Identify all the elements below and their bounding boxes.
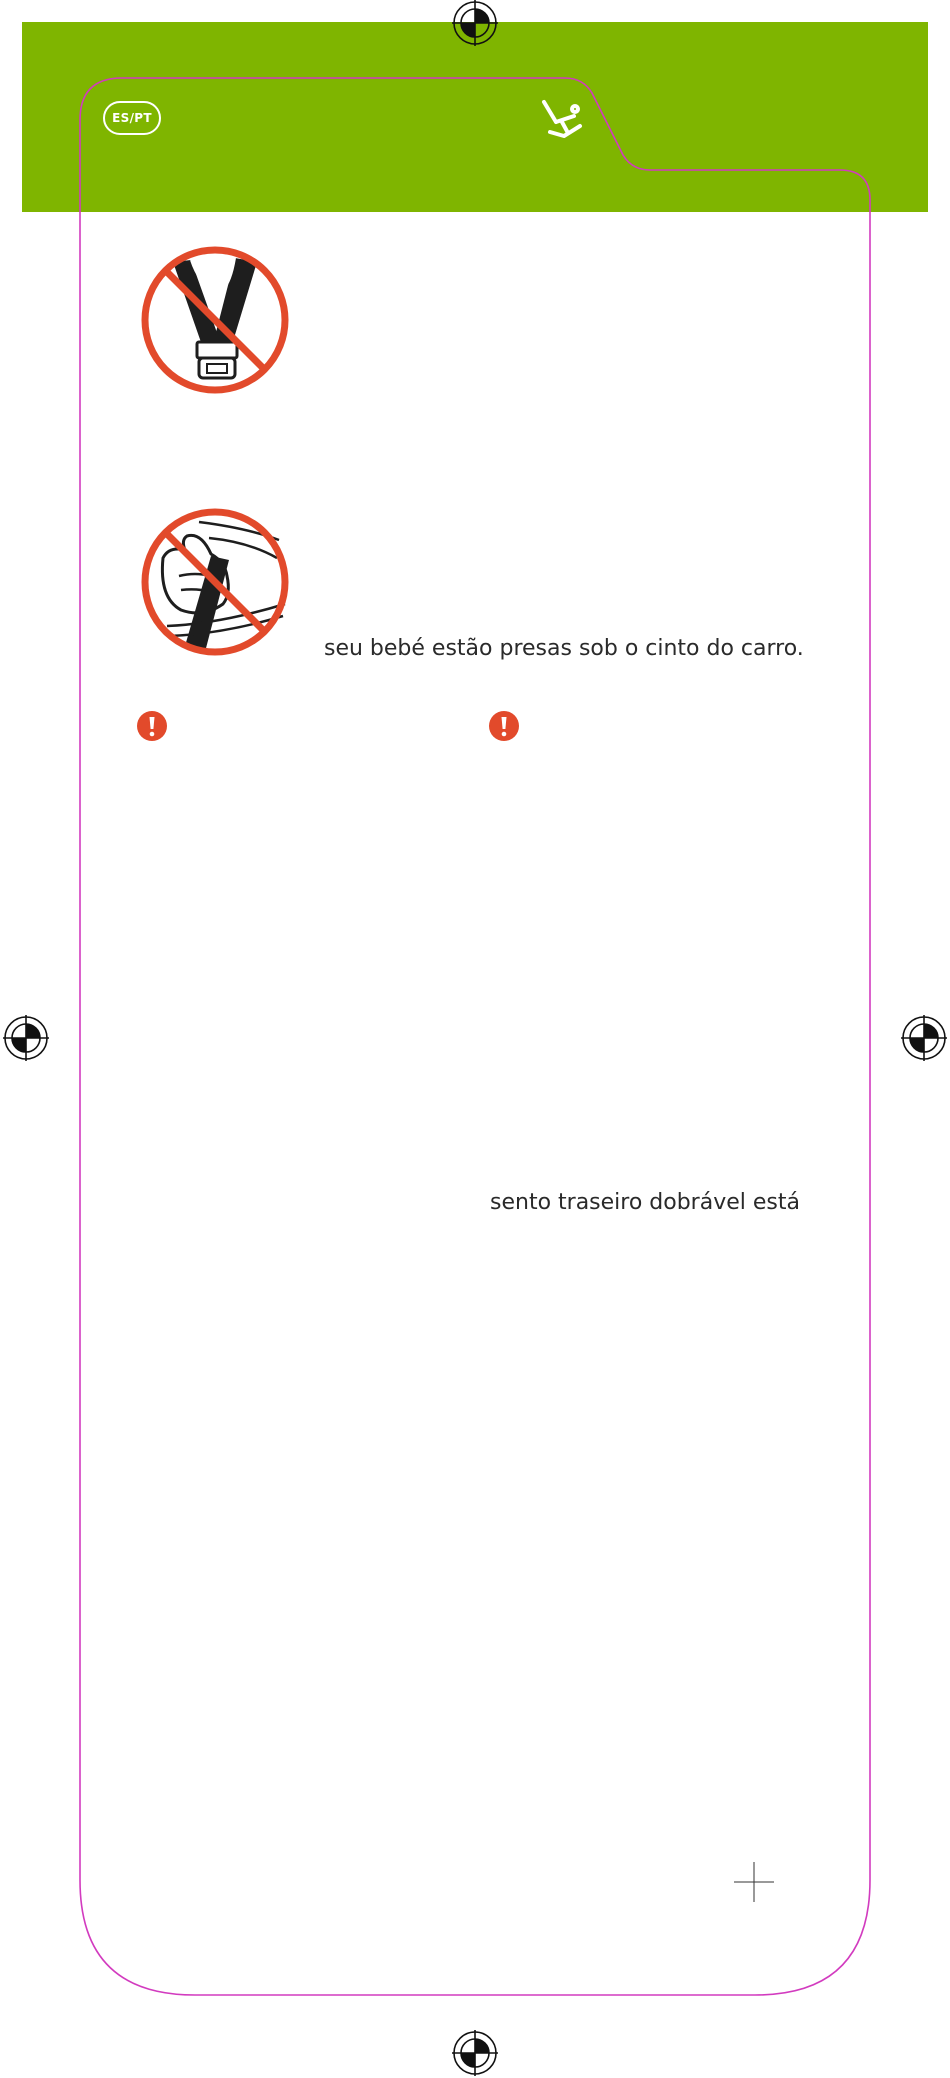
registration-mark-icon: [450, 2028, 500, 2078]
folding-seat-text: sento traseiro dobrável está: [490, 1190, 800, 1215]
registration-mark-icon: [899, 1013, 949, 1063]
language-badge: ES/PT: [103, 101, 161, 135]
exclamation-warning-icon: [136, 710, 168, 742]
registration-mark-icon: [1, 1013, 51, 1063]
registration-mark-icon: [450, 0, 500, 48]
car-seat-icon: [540, 96, 584, 144]
prohibited-belt-twist-icon: [139, 244, 291, 396]
crop-mark-icon: [734, 1862, 774, 1902]
prohibited-hand-under-belt-icon: [139, 506, 291, 658]
harness-clips-text: seu bebé estão presas sob o cinto do carro.: [324, 636, 804, 661]
exclamation-warning-icon: [488, 710, 520, 742]
